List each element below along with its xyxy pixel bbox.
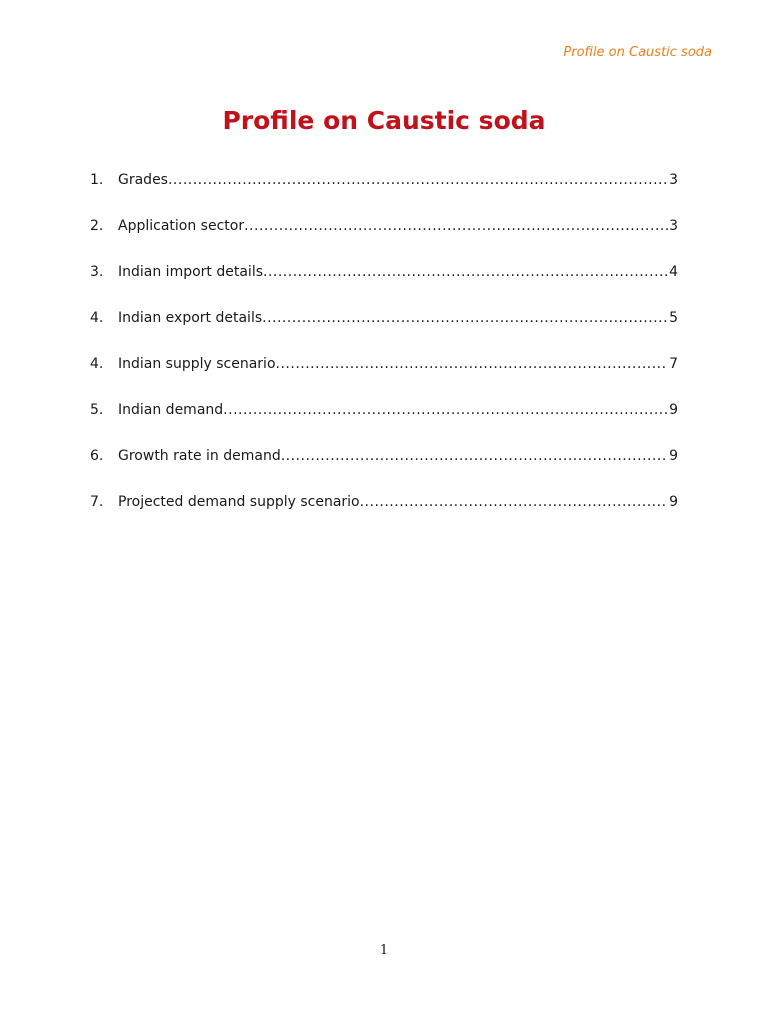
toc-entry-indian-import-details[interactable] <box>90 262 678 308</box>
toc-entry-label: Projected demand supply scenario <box>118 494 360 510</box>
toc-entry-label: Growth rate in demand <box>118 448 281 464</box>
toc-entry-number: 4. <box>90 356 104 372</box>
toc-entry-label: Indian import details <box>118 264 263 280</box>
toc-entry-number: 3. <box>90 264 104 280</box>
toc-entry-number: 5. <box>90 402 104 418</box>
toc-entry-label: Indian demand <box>118 402 224 418</box>
toc-dot-leader <box>360 492 668 512</box>
toc-entry-indian-demand[interactable] <box>90 400 678 446</box>
toc-entry-page: 3 <box>669 172 678 188</box>
toc-entry-label: Application sector <box>118 218 245 234</box>
toc-entry-page: 9 <box>669 494 678 510</box>
toc-entry-page: 5 <box>669 310 678 326</box>
toc-entry-label: Grades <box>118 172 168 188</box>
toc-entry-number: 7. <box>90 494 104 510</box>
toc-dot-leader <box>263 262 668 282</box>
toc-entry-indian-export-details[interactable] <box>90 308 678 354</box>
toc-entry-grades[interactable] <box>90 170 678 216</box>
toc-entry-number: 2. <box>90 218 104 234</box>
toc-entry-page: 9 <box>669 402 678 418</box>
toc-entry-indian-supply-scenario[interactable] <box>90 354 678 400</box>
page-number: 1 <box>379 943 389 958</box>
toc-entry-page: 4 <box>669 264 678 280</box>
toc-entry-label: Indian export details <box>118 310 263 326</box>
toc-entry-application-sector[interactable] <box>90 216 678 262</box>
toc-dot-leader <box>244 216 668 236</box>
toc-dot-leader <box>223 400 668 420</box>
toc-entry-page: 3 <box>669 218 678 234</box>
toc-dot-leader <box>262 308 668 328</box>
toc-entry-number: 6. <box>90 448 104 464</box>
toc-entry-projected-demand-supply-scenario[interactable] <box>90 492 678 538</box>
toc-entry-growth-rate-in-demand[interactable] <box>90 446 678 492</box>
toc-entry-page: 9 <box>669 448 678 464</box>
running-header: Profile on Caustic soda <box>563 45 712 60</box>
table-of-contents <box>90 170 678 538</box>
toc-entry-number: 1. <box>90 172 104 188</box>
toc-entry-page: 7 <box>669 356 678 372</box>
toc-entry-number: 4. <box>90 310 104 326</box>
document-title: Profile on Caustic soda <box>222 106 546 135</box>
toc-entry-label: Indian supply scenario <box>118 356 276 372</box>
toc-dot-leader <box>276 354 669 374</box>
toc-dot-leader <box>168 170 668 190</box>
toc-dot-leader <box>281 446 668 466</box>
